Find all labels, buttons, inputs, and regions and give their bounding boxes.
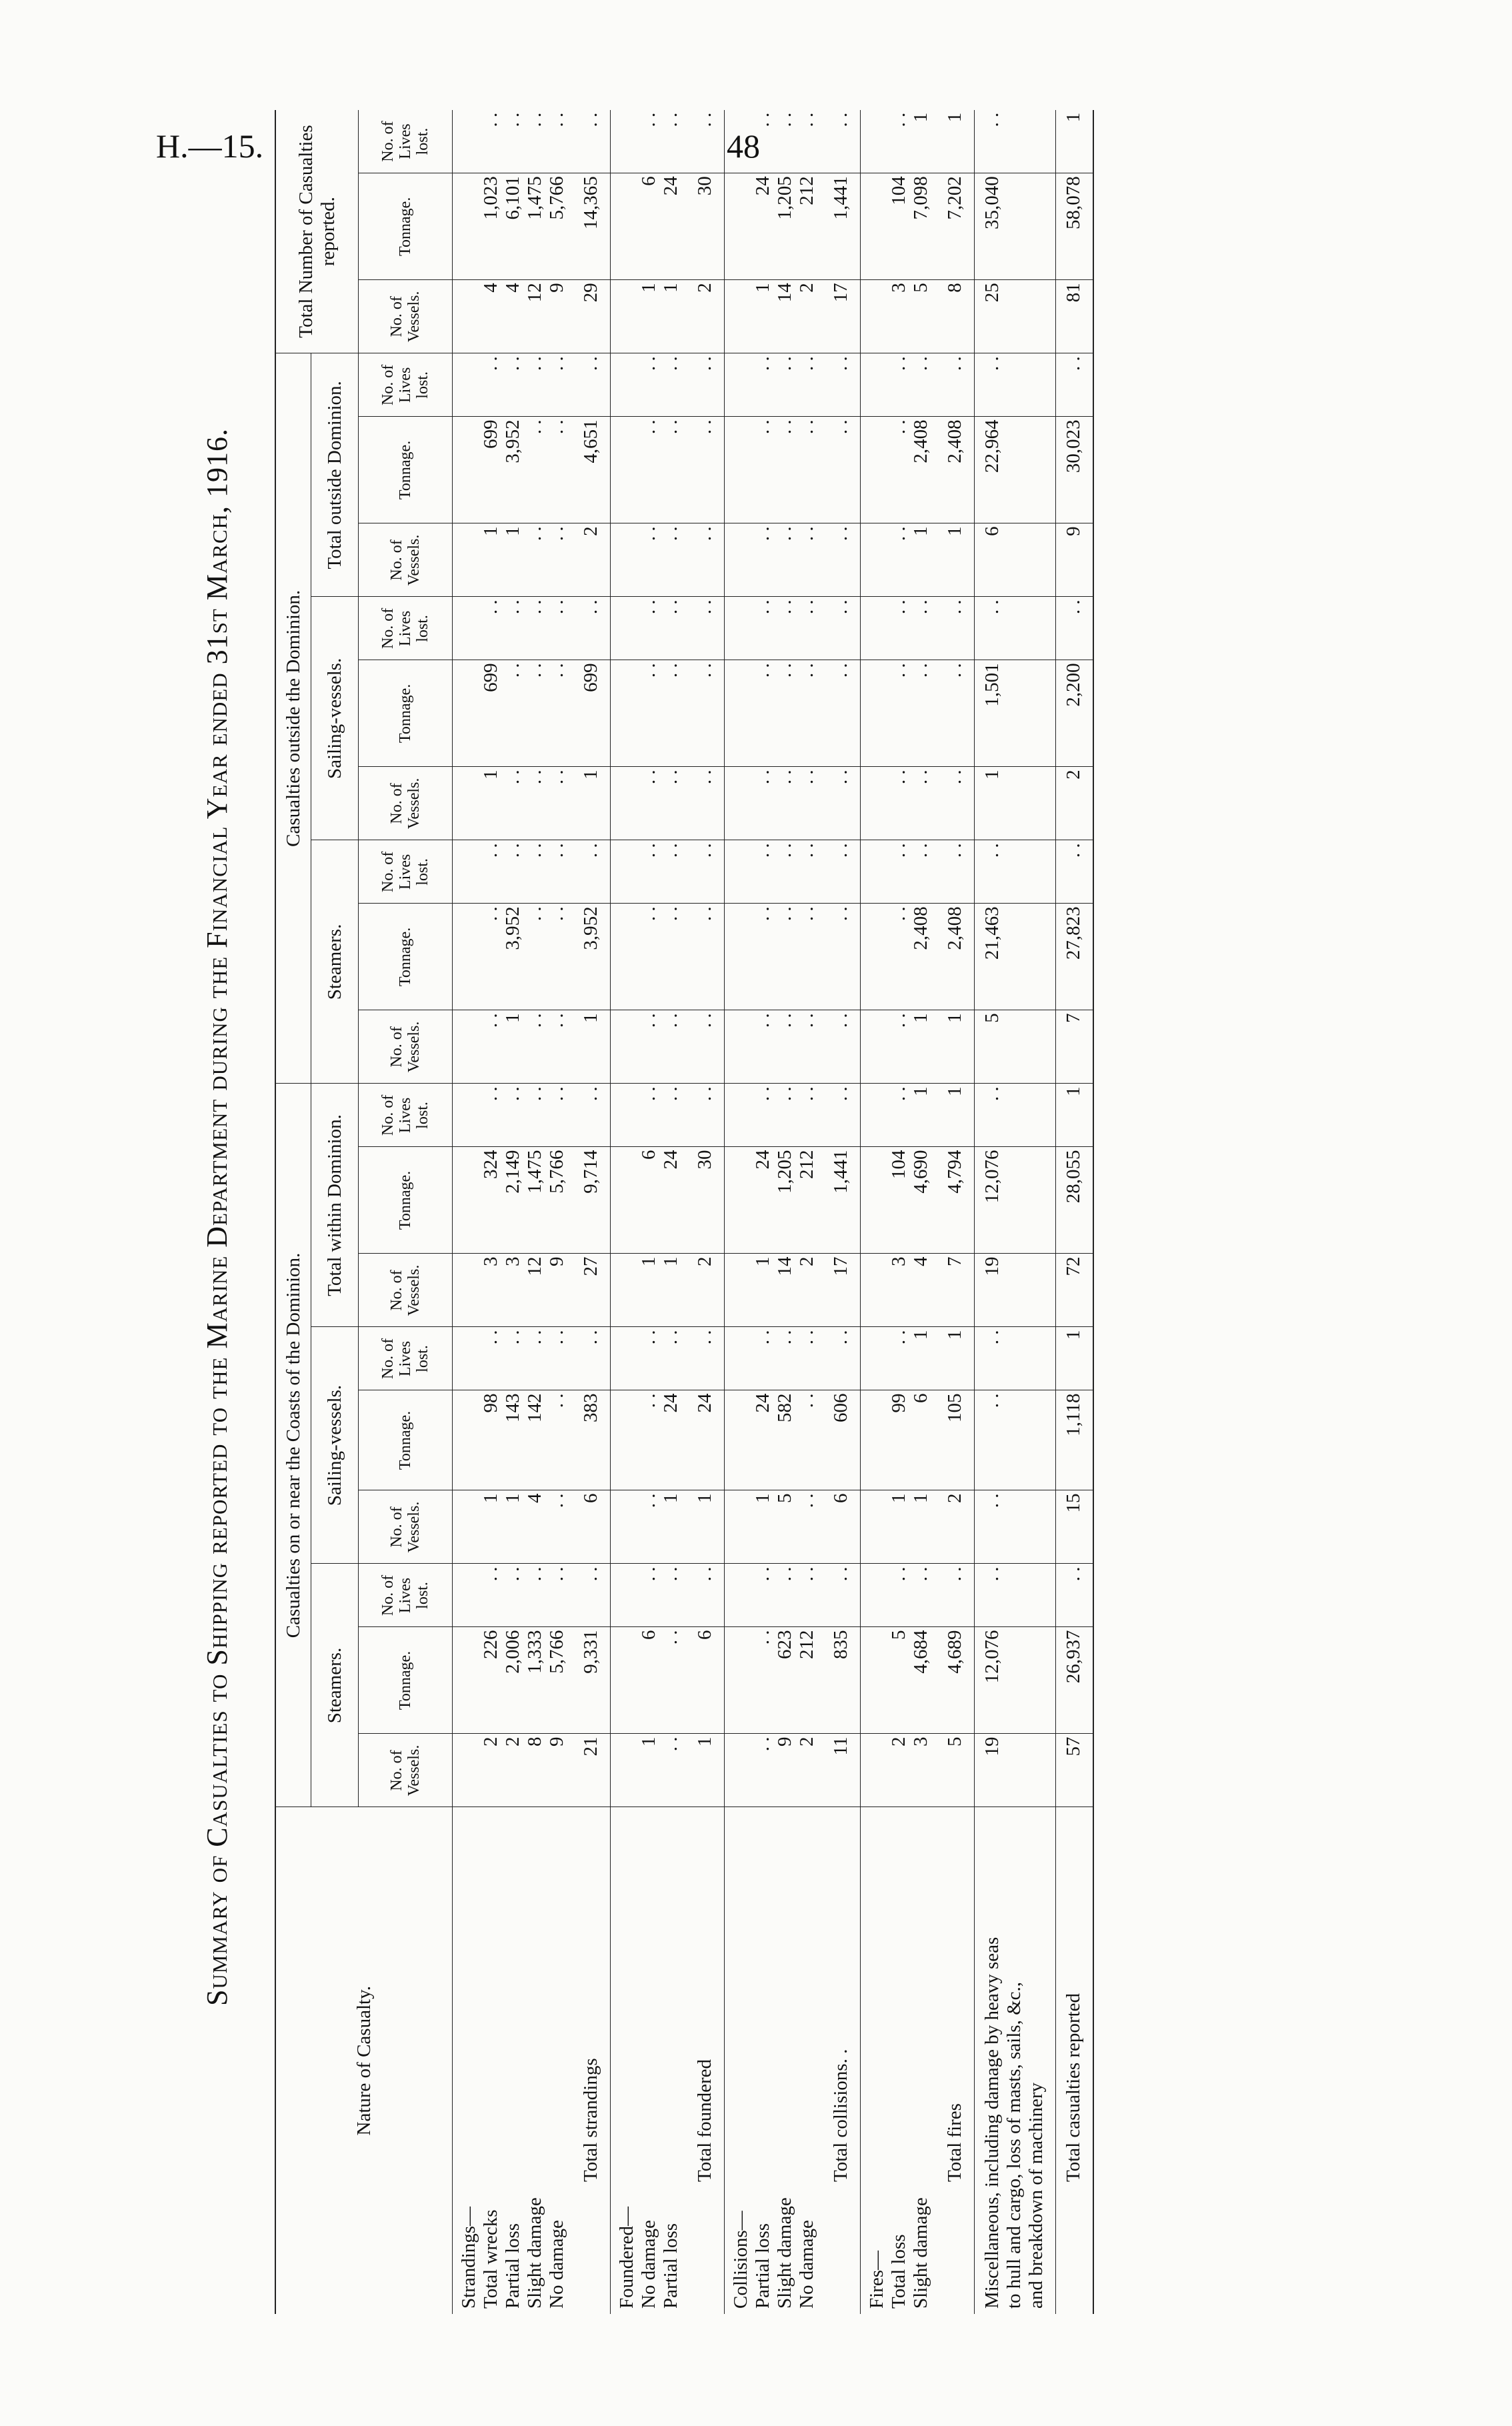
table-cell: . . . . bbox=[888, 770, 931, 785]
table-cell: 5 bbox=[981, 1013, 1003, 1023]
table-cell: 30 bbox=[694, 1150, 715, 1170]
table-cell: 17 bbox=[830, 283, 851, 303]
casualty-label: Total fires bbox=[944, 2103, 965, 2182]
table-cell: . . bbox=[981, 599, 1003, 615]
table-cell: . . bbox=[830, 599, 851, 615]
table-cell: . . . . . . bbox=[752, 843, 817, 858]
table-cell: . . . . bbox=[638, 599, 681, 615]
table-cell: . . bbox=[944, 356, 965, 371]
table-cell: 1 bbox=[1063, 112, 1084, 123]
table-cell: . . 1 bbox=[888, 112, 931, 127]
vessels-column-header: No. of Vessels. bbox=[359, 1010, 453, 1084]
table-cell: . . . . . . bbox=[752, 599, 817, 615]
table-cell: . . bbox=[830, 112, 851, 127]
table-cell: 2 bbox=[944, 1493, 965, 1503]
table-cell: . . bbox=[830, 526, 851, 541]
table-cell: . . bbox=[830, 356, 851, 371]
table-cell: 25 bbox=[981, 283, 1003, 303]
table-cell: 6 bbox=[830, 1493, 851, 1503]
table-cell: 24 1,205 212 bbox=[752, 176, 817, 220]
table-cell: . . bbox=[580, 1566, 601, 1582]
table-cell: . . bbox=[981, 112, 1003, 127]
table-cell: . . bbox=[830, 419, 851, 435]
lives-column-header: No. of Lives lost. bbox=[359, 840, 453, 904]
table-cell: 1 14 2 bbox=[752, 1256, 817, 1276]
vessels-column-header: No. of Vessels. bbox=[359, 1734, 453, 1807]
table-cell: . . 2,408 bbox=[888, 906, 931, 950]
table-cell: 1,501 bbox=[981, 663, 1003, 707]
casualty-label: Total strandings bbox=[580, 2058, 601, 2182]
table-cell: 4,689 bbox=[944, 1630, 965, 1674]
table-cell: . . bbox=[694, 526, 715, 541]
table-cell: 2 bbox=[694, 1256, 715, 1266]
table-cell: . . . . bbox=[638, 843, 681, 858]
tonnage-column-header: Tonnage. bbox=[359, 417, 453, 523]
table-cell: . . bbox=[694, 1086, 715, 1102]
table-cell: 2 bbox=[1063, 770, 1084, 780]
lives-column-header: No. of Lives lost. bbox=[359, 1564, 453, 1627]
table-cell: 4,651 bbox=[580, 419, 601, 463]
table-cell: . . . . . . . . bbox=[480, 356, 567, 371]
table-cell: . . bbox=[830, 1086, 851, 1102]
table-row bbox=[937, 110, 975, 2314]
casualty-label: Total foundered bbox=[694, 2059, 715, 2182]
table-cell: 15 bbox=[1063, 1493, 1084, 1513]
table-cell: . . . . . . bbox=[752, 356, 817, 371]
table-cell: . . bbox=[981, 1086, 1003, 1102]
table-cell: . . . . bbox=[638, 1330, 681, 1345]
table-row bbox=[573, 110, 611, 2314]
table-cell: . . bbox=[944, 599, 965, 615]
table-cell: 699 3,952 . . . . bbox=[480, 419, 567, 463]
lives-column-header: No. of Lives lost. bbox=[359, 1084, 453, 1147]
table-cell: 4,794 bbox=[944, 1150, 965, 1194]
table-cell: 27,823 bbox=[1063, 906, 1084, 960]
table-cell: . . . . bbox=[638, 1013, 681, 1028]
table-cell: . . bbox=[694, 1013, 715, 1028]
table-cell: 17 bbox=[830, 1256, 851, 1276]
table-cell: . . bbox=[830, 843, 851, 858]
tonnage-column-header: Tonnage. bbox=[359, 173, 453, 280]
page-number: 48 bbox=[727, 127, 760, 165]
table-cell: . . . . . . bbox=[752, 663, 817, 678]
vessels-column-header: No. of Vessels. bbox=[359, 1490, 453, 1564]
tonnage-column-header: Tonnage. bbox=[359, 1147, 453, 1254]
table-cell: . . bbox=[830, 770, 851, 785]
table-cell: . . . . bbox=[638, 1566, 681, 1582]
table-cell: 1 bbox=[694, 1493, 715, 1503]
table-cell: 1 1 . . . . bbox=[480, 526, 567, 541]
table-cell: . . bbox=[694, 906, 715, 922]
table-cell: . . . . bbox=[888, 843, 931, 858]
vessels-column-header: No. of Vessels. bbox=[359, 767, 453, 840]
table-row bbox=[975, 110, 1056, 2314]
table-cell: . . bbox=[580, 843, 601, 858]
table-cell: . . bbox=[944, 1566, 965, 1582]
table-cell: . . 1 bbox=[888, 1330, 931, 1345]
table-row bbox=[1056, 110, 1094, 2314]
table-cell: 835 bbox=[830, 1630, 851, 1659]
table-cell: 6 bbox=[580, 1493, 601, 1503]
within-sailing-header: Sailing-vessels. bbox=[311, 1327, 359, 1564]
table-cell: . . bbox=[981, 1566, 1003, 1582]
table-cell: . . bbox=[830, 663, 851, 678]
table-cell: . . . . bbox=[888, 1566, 931, 1582]
table-cell: . . . . bbox=[638, 1086, 681, 1102]
table-cell: . . . . . . bbox=[752, 1013, 817, 1028]
table-cell: . . 1 bbox=[638, 1493, 681, 1508]
table-cell: . . bbox=[580, 1330, 601, 1345]
lives-column-header: No. of Lives lost. bbox=[359, 597, 453, 660]
tonnage-column-header: Tonnage. bbox=[359, 660, 453, 767]
table-cell: . . . . . . bbox=[752, 526, 817, 541]
tonnage-column-header: Tonnage. bbox=[359, 1627, 453, 1734]
table-cell: . . bbox=[580, 356, 601, 371]
table-cell: 2 bbox=[694, 283, 715, 293]
table-cell: 9 bbox=[1063, 526, 1084, 536]
table-cell: . . . . . . bbox=[752, 906, 817, 922]
table-cell: . . bbox=[580, 112, 601, 127]
rotated-table-block bbox=[200, 112, 1253, 2314]
vessels-column-header: No. of Vessels. bbox=[359, 1254, 453, 1327]
table-row bbox=[453, 110, 574, 2314]
table-cell: 28,055 bbox=[1063, 1150, 1084, 1204]
table-cell: 21,463 bbox=[981, 906, 1003, 960]
table-cell: 1 bbox=[981, 770, 1003, 780]
table-cell: . . . . . . bbox=[752, 1330, 817, 1345]
table-cell: . . . . bbox=[638, 356, 681, 371]
casualty-label: Strandings— Total wrecks Partial loss Slight damage No damage bbox=[458, 2197, 567, 2309]
table-cell: . . . . . . . . bbox=[480, 112, 567, 127]
table-cell: 6 24 bbox=[638, 1150, 681, 1170]
table-cell: 6 24 bbox=[638, 176, 681, 196]
table-cell: . . bbox=[1063, 843, 1084, 858]
table-cell: 24 1,205 212 bbox=[752, 1150, 817, 1194]
table-cell: . . bbox=[694, 663, 715, 678]
table-cell: 1 bbox=[944, 1330, 965, 1340]
table-row bbox=[725, 110, 824, 2314]
table-cell: . . bbox=[694, 112, 715, 127]
table-cell: . . . . . . bbox=[752, 419, 817, 435]
table-cell: 383 bbox=[580, 1393, 601, 1422]
tonnage-column-header: Tonnage. bbox=[359, 904, 453, 1010]
table-cell: . . . . bbox=[638, 770, 681, 785]
table-cell: 104 7,098 bbox=[888, 176, 931, 220]
table-cell: 606 bbox=[830, 1393, 851, 1422]
table-cell: . . bbox=[694, 1566, 715, 1582]
table-cell: 7 bbox=[1063, 1013, 1084, 1023]
table-cell: 1 bbox=[944, 526, 965, 536]
table-title: Summary of Casualties to Shipping reported to the Marine Department during the Financial Year ended 31st March, 1916. bbox=[201, 427, 233, 2007]
table-cell: 3,952 bbox=[580, 906, 601, 950]
table-cell: 1,441 bbox=[830, 1150, 851, 1194]
table-cell: 1 bbox=[1063, 1086, 1084, 1096]
within-dominion-group-header: Casualties on or near the Coasts of the Dominion. bbox=[275, 1084, 311, 1807]
table-cell: . . 9 2 bbox=[752, 1736, 817, 1752]
table-cell: 24 582 . . bbox=[752, 1393, 817, 1422]
lives-column-header: No. of Lives lost. bbox=[359, 110, 453, 173]
table-cell: . . . . . . . . bbox=[480, 599, 567, 615]
casualty-label: Total casualties reported bbox=[1063, 1993, 1084, 2182]
table-cell: 1 1 bbox=[638, 283, 681, 293]
table-cell: . . . . bbox=[888, 663, 931, 678]
casualty-label: Fires— Total loss Slight damage bbox=[866, 2197, 931, 2309]
vessels-column-header: No. of Vessels. bbox=[359, 280, 453, 353]
table-cell: 22,964 bbox=[981, 419, 1003, 473]
casualty-summary-table bbox=[275, 110, 1094, 2314]
table-cell: 1,023 6,101 1,475 5,766 bbox=[480, 176, 567, 220]
table-row bbox=[687, 110, 725, 2314]
table-cell: . . bbox=[944, 663, 965, 678]
tonnage-column-header: Tonnage. bbox=[359, 1390, 453, 1490]
table-cell: . . bbox=[694, 770, 715, 785]
table-cell: 7 bbox=[944, 1256, 965, 1266]
table-cell: . . . . . . . . bbox=[480, 843, 567, 858]
table-cell: . . . . bbox=[888, 599, 931, 615]
total-within-header: Total within Dominion. bbox=[311, 1084, 359, 1327]
lives-column-header: No. of Lives lost. bbox=[359, 1327, 453, 1390]
table-cell: 1 bbox=[1063, 1330, 1084, 1340]
table-cell: 1 bbox=[944, 1086, 965, 1096]
table-cell: . . bbox=[580, 1086, 601, 1102]
table-cell: . . bbox=[694, 356, 715, 371]
table-cell: 29 bbox=[580, 283, 601, 303]
table-cell: 1 bbox=[944, 112, 965, 123]
table-cell: 1 1 4 . . bbox=[480, 1493, 567, 1508]
table-cell: 2,200 bbox=[1063, 663, 1084, 707]
table-cell: . . bbox=[944, 843, 965, 858]
table-cell: 7,202 bbox=[944, 176, 965, 220]
table-row bbox=[611, 110, 688, 2314]
table-cell: 12,076 bbox=[981, 1630, 1003, 1684]
table-row bbox=[823, 110, 861, 2314]
table-cell: 98 143 142 . . bbox=[480, 1393, 567, 1422]
nature-header: Nature of Casualty. bbox=[275, 1807, 453, 2314]
casualty-label: Foundered— No damage Partial loss bbox=[616, 2206, 681, 2309]
table-cell: . . 1 bbox=[888, 526, 931, 541]
table-cell: 14,365 bbox=[580, 176, 601, 230]
table-cell: . . bbox=[1063, 356, 1084, 371]
table-cell: 6 bbox=[694, 1630, 715, 1640]
table-cell: 27 bbox=[580, 1256, 601, 1276]
table-cell: . . bbox=[981, 843, 1003, 858]
table-cell: . . 623 212 bbox=[752, 1630, 817, 1659]
table-cell: 19 bbox=[981, 1736, 1003, 1756]
total-reported-group-header: Total Number of Casualties reported. bbox=[275, 110, 359, 353]
table-cell: 699 bbox=[580, 663, 601, 692]
table-cell: . . bbox=[981, 356, 1003, 371]
table-cell: 58,078 bbox=[1063, 176, 1084, 230]
casualty-label: Total collisions. . bbox=[830, 2049, 851, 2182]
table-cell: . . bbox=[944, 770, 965, 785]
table-cell: . . bbox=[981, 1330, 1003, 1345]
table-cell: 1 bbox=[694, 1736, 715, 1746]
table-cell: . . . . bbox=[638, 663, 681, 678]
table-cell: . . bbox=[1063, 1566, 1084, 1582]
table-cell: . . . . bbox=[888, 356, 931, 371]
table-cell: 99 6 bbox=[888, 1393, 931, 1413]
table-cell: 1 . . . . . . bbox=[480, 770, 567, 785]
table-cell: . . bbox=[830, 906, 851, 922]
table-cell: . . bbox=[830, 1566, 851, 1582]
outside-sailing-header: Sailing-vessels. bbox=[311, 597, 359, 840]
table-cell: 1 . . bbox=[638, 1736, 681, 1752]
table-cell: . . . . . . . . bbox=[480, 1566, 567, 1582]
table-cell: 3 5 bbox=[888, 283, 931, 293]
table-cell: . . bbox=[694, 599, 715, 615]
table-cell: 2 2 8 9 bbox=[480, 1736, 567, 1746]
table-cell: 3 4 bbox=[888, 1256, 931, 1266]
table-cell: . . . . bbox=[638, 526, 681, 541]
table-cell: 226 2,006 1,333 5,766 bbox=[480, 1630, 567, 1674]
table-cell: 9,331 bbox=[580, 1630, 601, 1674]
table-cell: 6 . . bbox=[638, 1630, 681, 1645]
table-cell: 72 bbox=[1063, 1256, 1084, 1276]
table-cell: . . bbox=[694, 843, 715, 858]
table-cell: . . 1 bbox=[888, 1013, 931, 1028]
table-cell: 1 1 bbox=[638, 1256, 681, 1266]
table-cell: . . . . . . bbox=[752, 1566, 817, 1582]
table-cell: 1 5 . . bbox=[752, 1493, 817, 1508]
table-cell: . . bbox=[694, 1330, 715, 1345]
table-cell: 2 bbox=[580, 526, 601, 536]
table-cell: 324 2,149 1,475 5,766 bbox=[480, 1150, 567, 1194]
table-cell: . . 24 bbox=[638, 1393, 681, 1413]
table-cell: . . bbox=[830, 1330, 851, 1345]
table-cell: 35,040 bbox=[981, 176, 1003, 230]
table-cell: 57 bbox=[1063, 1736, 1084, 1756]
table-cell: 1 bbox=[580, 1013, 601, 1023]
table-cell: . . . . . . bbox=[752, 1086, 817, 1102]
table-cell: 699 . . . . . . bbox=[480, 663, 567, 692]
lives-column-header: No. of Lives lost. bbox=[359, 353, 453, 417]
table-cell: 30 bbox=[694, 176, 715, 196]
casualty-label: Miscellaneous, including damage by heavy seas to hull and cargo, loss of masts, sails, &c., and breakdown of machinery bbox=[981, 1937, 1047, 2309]
table-row bbox=[861, 110, 938, 2314]
table-cell: 6 bbox=[981, 526, 1003, 536]
table-cell: . . bbox=[981, 1493, 1003, 1508]
table-cell: 1 1 bbox=[888, 1493, 931, 1503]
table-cell: . . bbox=[830, 1013, 851, 1028]
table-cell: 19 bbox=[981, 1256, 1003, 1276]
table-cell: 1 14 2 bbox=[752, 283, 817, 303]
table-cell: . . 3,952 . . . . bbox=[480, 906, 567, 950]
table-cell: 4 4 12 9 bbox=[480, 283, 567, 303]
table-cell: 3 3 12 9 bbox=[480, 1256, 567, 1276]
table-cell: 8 bbox=[944, 283, 965, 293]
table-cell: 104 4,690 bbox=[888, 1150, 931, 1194]
table-cell: . . . . . . . . bbox=[480, 1330, 567, 1345]
table-cell: 11 bbox=[830, 1736, 851, 1756]
table-cell: 1,441 bbox=[830, 176, 851, 220]
table-cell: . . bbox=[580, 599, 601, 615]
table-cell: . . . . . . bbox=[752, 770, 817, 785]
outside-steamers-header: Steamers. bbox=[311, 840, 359, 1084]
table-cell: . . bbox=[981, 1393, 1003, 1408]
table-cell: . . . . . . bbox=[752, 112, 817, 127]
table-cell: . . . . bbox=[638, 112, 681, 127]
page-reference: H.—15. bbox=[156, 127, 264, 165]
table-cell: . . 1 . . . . bbox=[480, 1013, 567, 1028]
table-cell: 9,714 bbox=[580, 1150, 601, 1194]
table-cell: 105 bbox=[944, 1393, 965, 1422]
table-cell: 2,408 bbox=[944, 419, 965, 463]
table-cell: 2 3 bbox=[888, 1736, 931, 1746]
table-cell: . . . . . . . . bbox=[480, 1086, 567, 1102]
table-cell: 26,937 bbox=[1063, 1630, 1084, 1684]
total-outside-header: Total outside Dominion. bbox=[311, 353, 359, 597]
casualty-label: Collisions— Partial loss Slight damage No damage bbox=[730, 2197, 817, 2309]
table-cell: 2,408 bbox=[944, 906, 965, 950]
table-cell: . . . . bbox=[638, 419, 681, 435]
within-steamers-header: Steamers. bbox=[311, 1564, 359, 1807]
table-cell: . . 2,408 bbox=[888, 419, 931, 463]
table-cell: . . bbox=[694, 419, 715, 435]
table-cell: 5 bbox=[944, 1736, 965, 1746]
table-cell: 21 bbox=[580, 1736, 601, 1756]
table-cell: 1,118 bbox=[1063, 1393, 1084, 1436]
table-cell: 30,023 bbox=[1063, 419, 1084, 473]
table-cell: . . bbox=[1063, 599, 1084, 615]
table-cell: 1 bbox=[580, 770, 601, 780]
table-cell: 5 4,684 bbox=[888, 1630, 931, 1674]
table-cell: 24 bbox=[694, 1393, 715, 1413]
vessels-column-header: No. of Vessels. bbox=[359, 523, 453, 597]
table-cell: 12,076 bbox=[981, 1150, 1003, 1204]
outside-dominion-group-header: Casualties outside the Dominion. bbox=[275, 353, 311, 1084]
table-cell: 1 bbox=[944, 1013, 965, 1023]
table-cell: . . 1 bbox=[888, 1086, 931, 1102]
table-cell: 81 bbox=[1063, 283, 1084, 303]
table-cell: . . . . bbox=[638, 906, 681, 922]
